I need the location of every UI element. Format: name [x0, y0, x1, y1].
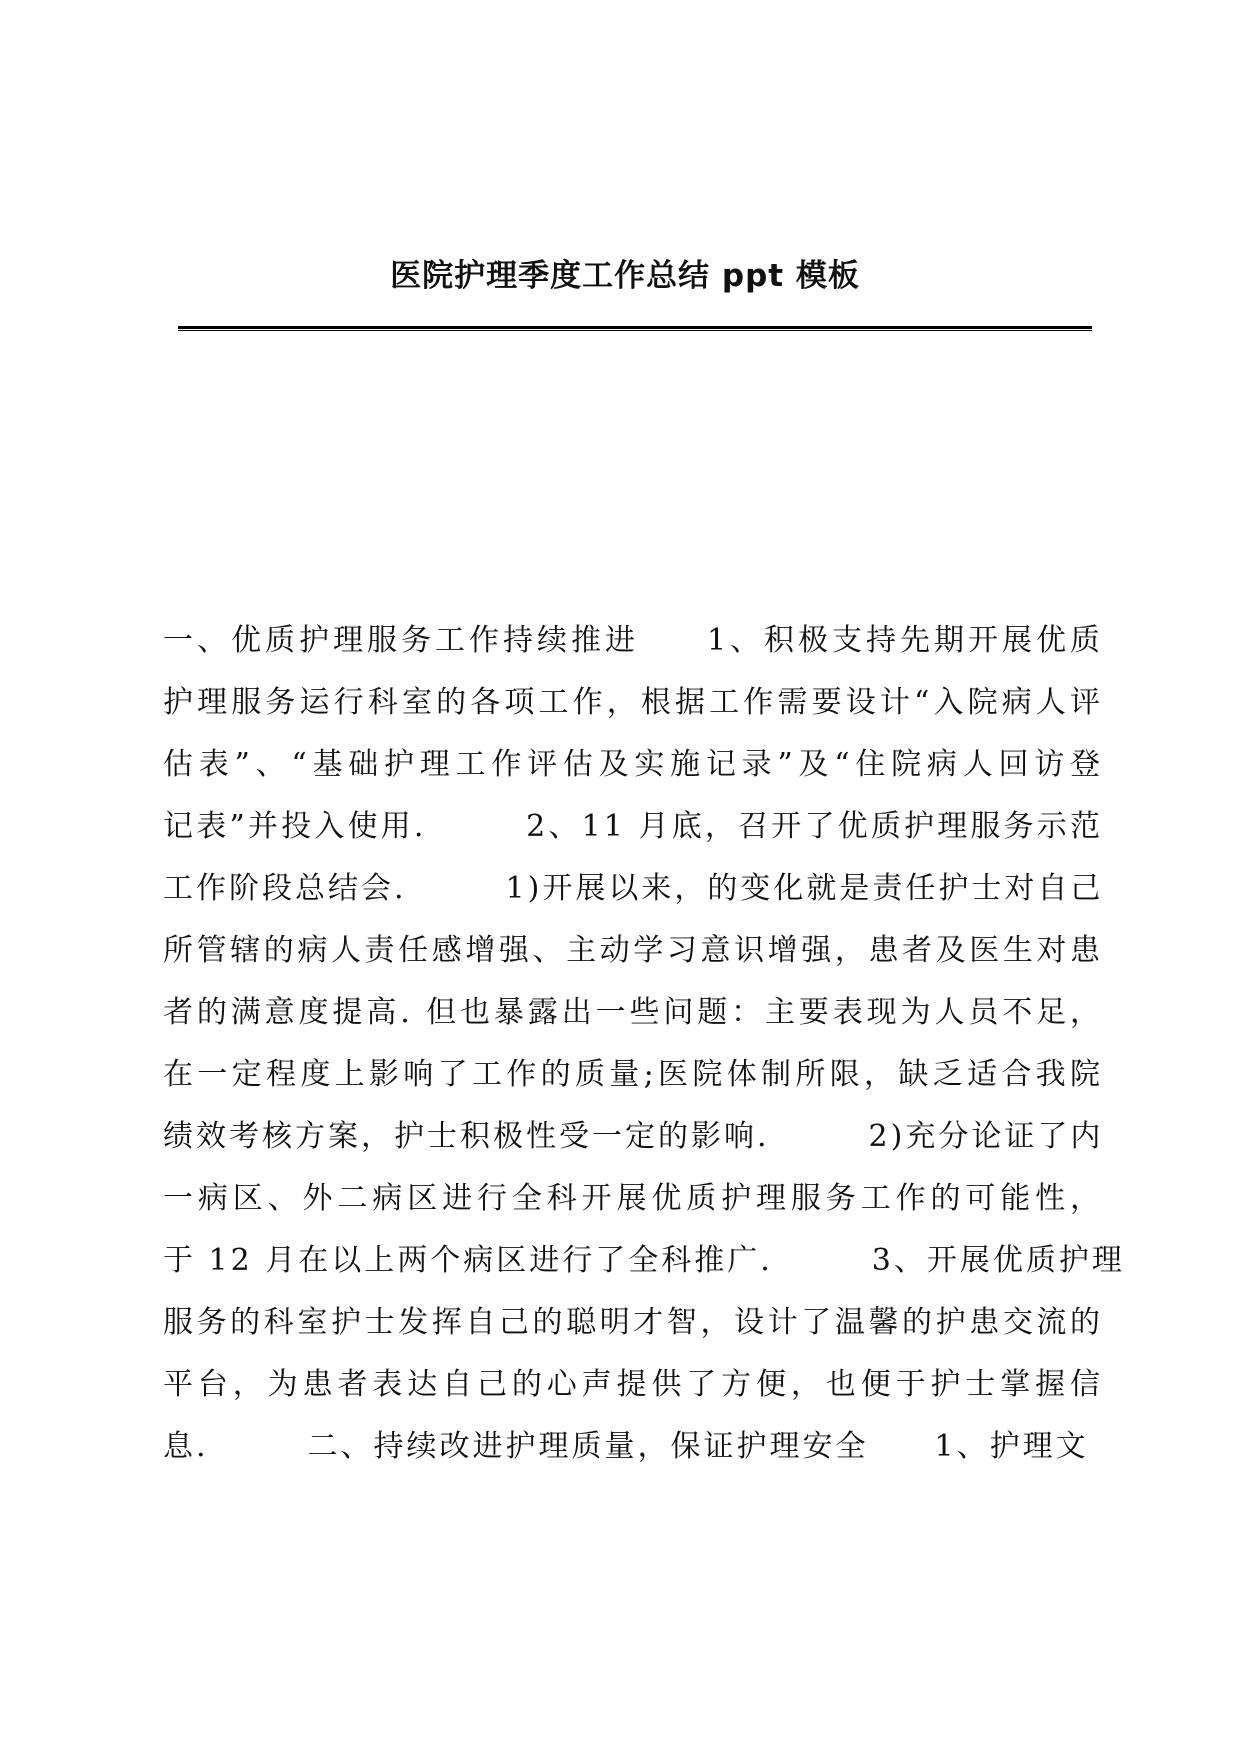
body-line: 记表”并投入使用. 2、11 月底，召开了优质护理服务示范: [163, 809, 1103, 844]
document-title: 医院护理季度工作总结 ppt 模板: [390, 258, 860, 294]
body-line: 在一定程度上影响了工作的质量;医院体制所限，缺乏适合我院: [163, 1057, 1103, 1092]
document-body: [163, 610, 1125, 1478]
body-line: 于 12 月在以上两个病区进行了全科推广. 3、开展优质护理: [163, 1243, 1125, 1278]
body-line: 所管辖的病人责任感增强、主动学习意识增强，患者及医生对患: [163, 933, 1103, 968]
body-line: 服务的科室护士发挥自己的聪明才智，设计了温馨的护患交流的: [163, 1305, 1103, 1340]
body-line: 护理服务运行科室的各项工作，根据工作需要设计“入院病人评: [163, 685, 1103, 720]
body-line: 绩效考核方案，护士积极性受一定的影响. 2)充分论证了内: [163, 1119, 1104, 1154]
body-line: 一、优质护理服务工作持续推进 1、积极支持先期开展优质: [163, 623, 1103, 658]
title-divider: [178, 326, 1092, 331]
body-line: 估表”、“基础护理工作评估及实施记录”及“住院病人回访登: [163, 747, 1103, 782]
body-line: 者的满意度提高. 但也暴露出一些问题：主要表现为人员不足，: [163, 995, 1103, 1030]
body-line: 工作阶段总结会. 1)开展以来，的变化就是责任护士对自己: [163, 871, 1104, 906]
body-line: 一病区、外二病区进行全科开展优质护理服务工作的可能性，: [163, 1181, 1103, 1216]
body-line: 平台，为患者表达自己的心声提供了方便，也便于护士掌握信: [163, 1367, 1103, 1402]
body-line: 息. 二、持续改进护理质量，保证护理安全 1、护理文: [163, 1429, 1089, 1464]
